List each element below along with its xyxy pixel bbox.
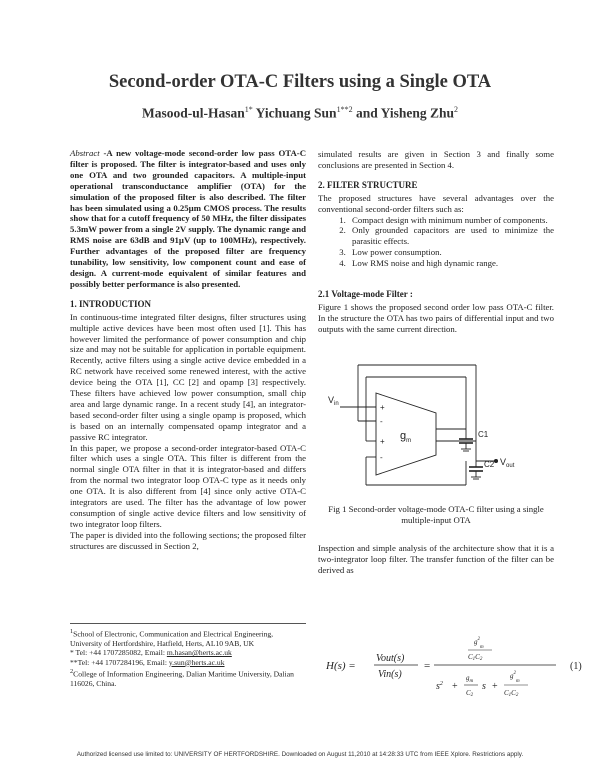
list-item: 3. Low power consumption. xyxy=(348,247,554,258)
list-item: 1. Compact design with minimum number of components. xyxy=(348,215,554,226)
footnote-affil-1 xyxy=(70,627,306,648)
abstract-lead: Abstract xyxy=(70,148,100,158)
c2-label: C2 xyxy=(484,459,495,469)
eq-lhs: H(s) = xyxy=(326,660,356,672)
minus-sign-1: - xyxy=(380,416,383,426)
eq-den-g2sub: m xyxy=(516,679,520,684)
footnote-1-marker: 1 xyxy=(70,628,74,635)
eq-plus-1: + xyxy=(452,681,458,692)
minus-sign-2: - xyxy=(380,452,383,462)
voltage-mode-text: Figure 1 shows the proposed second order low pass OTA-C filter. In the structure the OTA has two pairs of differential input and two outputs with the same current direction. xyxy=(318,301,554,334)
eq-s-var: s xyxy=(482,681,486,692)
author-3-affil: 2 xyxy=(454,105,458,114)
intro-heading: 1. INTRODUCTION xyxy=(70,298,152,309)
right-intro-continuation: simulated results are given in Section 3 and finally some conclusions are presented in Section 4. xyxy=(318,149,554,170)
voltage-mode-heading: 2.1 Voltage-mode Filter : xyxy=(318,289,413,300)
eq-vout: Vout(s) xyxy=(376,653,405,664)
vout-node xyxy=(494,459,497,462)
author-2: Yichuang Sun xyxy=(255,105,337,121)
figure-1-caption: Fig 1 Second-order voltage-mode OTA-C filter using a single multiple-input OTA xyxy=(328,503,544,525)
left-column xyxy=(70,148,306,552)
figure-1 xyxy=(318,345,554,498)
eq-den-g2: $g^2$ xyxy=(510,671,516,680)
footnote-affil-2 xyxy=(70,667,306,688)
plus-sign-1: + xyxy=(380,402,385,412)
advantages-list xyxy=(318,215,554,270)
eq-num-g: $g^2$ xyxy=(474,637,480,646)
abstract-text: -A new voltage-mode second-order low pass OTA-C filter is proposed. The filter is integrator-based and uses only one OTA and two grounded capacitors. A multiple-input operational transconductance amplifier (OTA) for the simulation of the proposed filter is also described. The filter has been simulated using a 0.25µm CMOS process. The results show that for a cutoff frequency of 50 MHz, the filter dissipates 5.3mW power from a single 2V supply. The dynamic range and RMS noise are 63dB and 91µV (up to 100MHz), respectively. Further advantages of the proposed filter are frequency tunability, low sensitivity, low component count and ease of design. A current-mode equivalent of similar features and possibly better performance is also presented. xyxy=(70,148,307,289)
plus-sign-2: + xyxy=(380,436,385,446)
license-footer: Authorized licensed use limited to: UNIVERSITY OF HERTFORDSHIRE. Downloaded on August 11,2010 at 14:28:33 UTC from IEEE Xplore. Restrictions apply. xyxy=(76,751,524,758)
footnote-2-prefix: * Tel: +44 1707285082, Email: xyxy=(70,648,167,658)
intro-paragraph-1: In continuous-time integrated filter designs, filter structures using multiple active devices have been most often used [1]. This has however limited the performance of power consumption and chip size and may not be suitable for application in portable equipment. Recently, active filters using a single active device embedded in a RC network have received some renewed interest, with the active device being the OTA [1], CC [2] and opamp [3] respectively. These filters have achieved low power consumption, small chip area and large dynamic range. In a recent study [4], an integrator-based second-order filter using a single opamp is proposed, which is based on an internally compensated opamp integrator and a passive RC integrator. xyxy=(70,311,306,442)
list-item: 4. Low RMS noise and high dynamic range. xyxy=(348,258,554,269)
eq-vin: Vin(s) xyxy=(378,669,402,680)
eq-num-gsub: m xyxy=(480,645,484,650)
email-link-1[interactable]: m.hasan@herts.ac.uk xyxy=(166,648,232,658)
footnote-tel-1 xyxy=(70,648,306,657)
footnote-tel-2 xyxy=(70,658,306,667)
filter-structure-heading: 2. FILTER STRUCTURE xyxy=(318,179,418,190)
author-1: Masood-ul-Hasan xyxy=(141,105,245,121)
gm-label: $g_m$ xyxy=(400,429,412,444)
c1-label: C1 xyxy=(478,429,489,439)
abstract xyxy=(70,148,306,290)
filter-structure-intro: The proposed structures have several advantages over the conventional second-order filters such as: xyxy=(318,192,554,214)
equation-svg xyxy=(326,635,600,705)
eq-num-den: C1C2 xyxy=(468,653,483,662)
eq-den-cc: C1C2 xyxy=(504,689,519,698)
paper-title: Second-order OTA-C Filters using a Single OTA xyxy=(108,72,492,92)
right-column xyxy=(318,149,554,576)
intro-paragraph-2: In this paper, we propose a second-order integrator-based OTA-C filter which uses a single OTA. This filter is different from the normal single OTA filter in that it is integrator-based and differs from the normal two integrator loop OTA-C type as it needs only one OTA. It is also different from [4] since only active OTA-C integrators are used. The filter has the advantage of low power consumption of single active device filters and low sensitivity of two integrator loop filters. xyxy=(70,442,306,529)
vin-label: $V_{in}$ xyxy=(328,394,339,407)
author-1-affil: 1* xyxy=(244,105,253,114)
eq-plus-2: + xyxy=(492,681,498,692)
eq-number: (1) xyxy=(570,661,582,672)
inspection-paragraph: Inspection and simple analysis of the architecture show that it is a two-integrator loop filter. The transfer function of the filter can be derived as xyxy=(318,543,554,576)
vout-label: $V_{out}$ xyxy=(500,456,515,469)
email-link-2[interactable]: y.sun@herts.ac.uk xyxy=(168,657,225,667)
circuit-diagram xyxy=(318,345,554,495)
author-2-affil: 1**2 xyxy=(336,105,353,114)
author-3: Yisheng Zhu xyxy=(380,105,454,121)
author-line xyxy=(0,105,600,122)
transfer-function-equation xyxy=(326,635,600,705)
footnote-3-prefix: **Tel: +44 1707284196, Email: xyxy=(70,657,169,667)
footnotes xyxy=(70,623,306,689)
list-item: 2. Only grounded capacitors are used to minimize the parasitic effects. xyxy=(348,225,554,247)
intro-paragraph-3: The paper is divided into the following sections; the proposed filter structures are discussed in Section 2, xyxy=(70,529,306,551)
eq-equals: = xyxy=(424,660,431,672)
footnote-4-marker: 2 xyxy=(70,668,74,676)
footnote-4-text: College of Information Engineering, Dalian Maritime University, Dalian 116026, China. xyxy=(70,669,294,689)
eq-den-c2: C2 xyxy=(466,689,474,698)
author-joiner: and xyxy=(355,105,378,121)
eq-s2: $s^2$ xyxy=(436,681,443,692)
footnote-1-text: School of Electronic, Communication and Electrical Engineering, University of Hertfordshire, Hatfield, Herts, AL10 9AB, UK xyxy=(70,629,274,648)
eq-den-g1: $g_m$ xyxy=(466,674,474,684)
